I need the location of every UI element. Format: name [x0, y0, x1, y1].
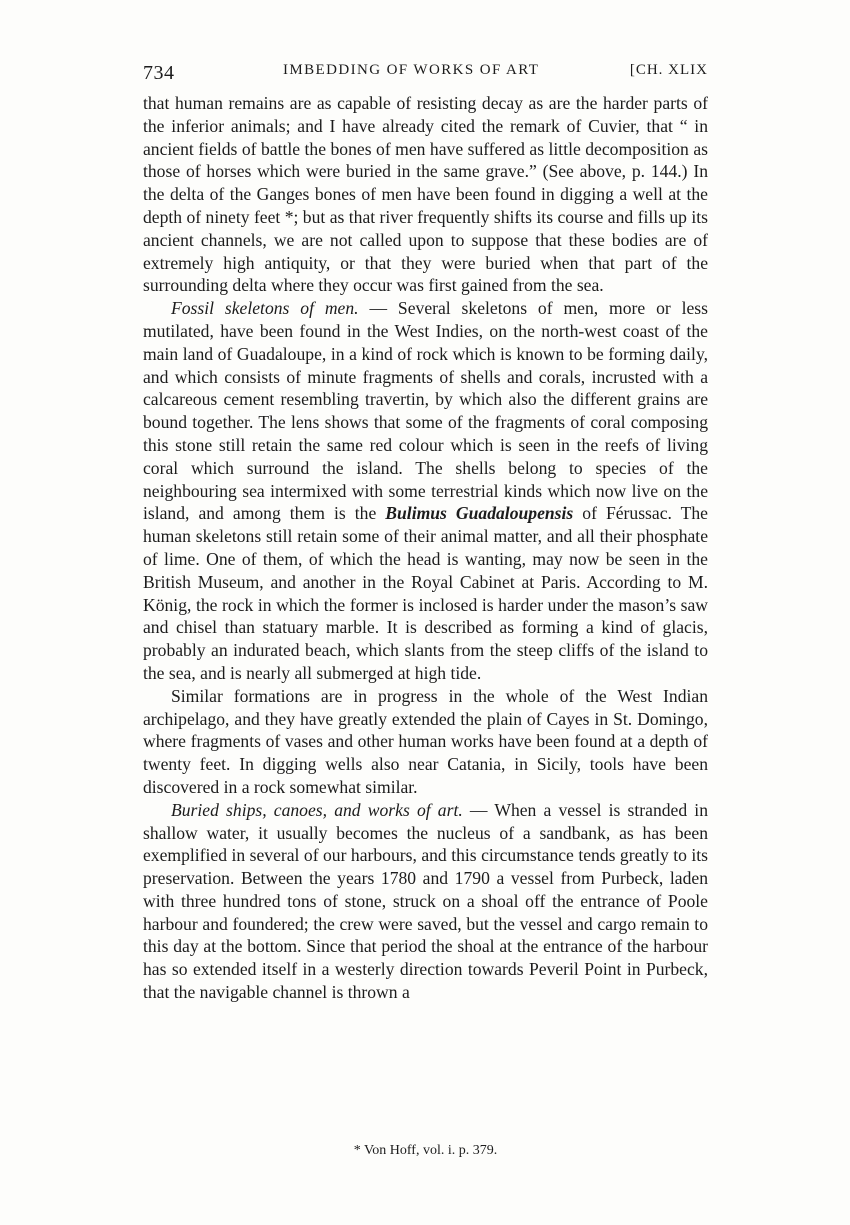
paragraph-fossil-skeletons	[143, 297, 708, 685]
footnote: * Von Hoff, vol. i. p. 379.	[353, 1143, 498, 1158]
paragraph-text: — When a vessel is stranded in shallow water, it usually becomes the nucleus of a sandbank, as has been exemplified in several of our harbours, and this circumstance tends greatly to its preservation. Between the years 1780 and 1790 a vessel from Purbeck, laden with three hundred tons of stone, struck on a shoal off the entrance of Poole harbour and foundered; the crew were saved, but the vessel and cargo remain to this day at the bottom. Since that period the shoal at the entrance of the harbour has so extended itself in a westerly direction towards Peveril Point in Purbeck, that the navigable channel is thrown a	[143, 799, 708, 1003]
paragraph-buried-ships	[143, 799, 708, 1004]
running-title: IMBEDDING OF WORKS OF ART	[283, 62, 540, 78]
paragraph-text: of Férussac. The human skeletons still retain some of their animal matter, and all their phosphate of lime. One of them, of which the head is wanting, may now be seen in the British Museum, and another in the Royal Cabinet at Paris. According to M. König, the rock in which the former is inclosed is harder under the mason’s saw and chisel than statuary marble. It is described as forming a kind of glacis, probably an indurated beach, which slants from the steep cliffs of the island to the sea, and is nearly all submerged at high tide.	[143, 503, 708, 683]
paragraph-similar-formations: Similar formations are in progress in the whole of the West Indian archipelago, and they have greatly extended the plain of Cayes in St. Domingo, where fragments of vases and other human works have been found at a depth of twenty feet. In digging wells also near Catania, in Sicily, tools have been discovered in a rock somewhat similar.	[143, 685, 708, 797]
species-name: Bulimus Guadaloupensis	[385, 503, 574, 524]
section-heading-fossil-skeletons: Fossil skeletons of men.	[171, 298, 359, 319]
paragraph-1: that human remains are as capable of resisting decay as are the harder parts of the inferior animals; and I have already cited the remark of Cuvier, that “ in ancient fields of battle the bones of men have suffered as little decomposition as those of horses which were buried in the same grave.” (See above, p. 144.) In the delta of the Ganges bones of men have been found in digging a well at the depth of ninety feet *; but as that river frequently shifts its course and fills up its ancient channels, we are not called upon to suppose that these bodies are of extremely high antiquity, or that they were buried when that part of the surrounding delta where they occur was first gained from the sea.	[143, 93, 708, 296]
section-heading-buried-ships: Buried ships, canoes, and works of art.	[171, 799, 463, 820]
page-number: 734	[143, 62, 175, 84]
running-header	[143, 60, 708, 88]
body-text	[143, 92, 708, 1004]
paragraph-text: — Several skeletons of men, more or less mutilated, have been found in the West Indies, on the north-west coast of the main land of Guadaloupe, in a kind of rock which is known to be forming daily, and which consists of minute fragments of shells and corals, incrusted with a calcareous cement resembling travertin, by which also the different grains are bound together. The lens shows that some of the fragments of coral composing this stone still retain the same red colour which is seen in the reefs of living coral which surround the island. The shells belong to species of the neighbouring sea intermixed with some terrestrial kinds which now live on the island, and among them is the	[143, 298, 708, 524]
chapter-label: [CH. XLIX	[629, 62, 708, 78]
